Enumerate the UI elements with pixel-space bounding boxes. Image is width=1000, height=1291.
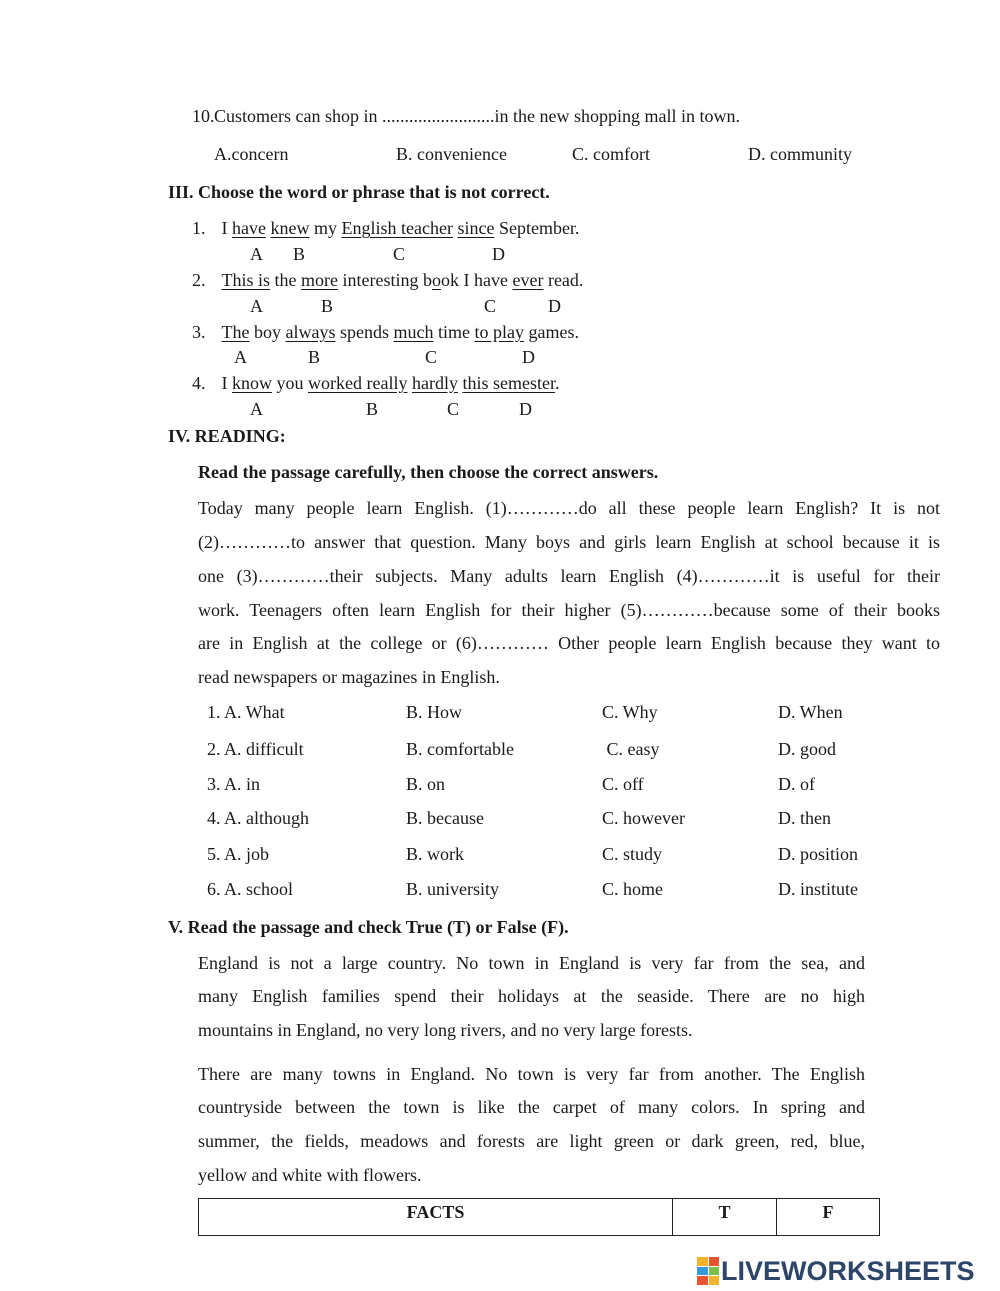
question-5-option-a: 5. A. job: [207, 844, 270, 864]
underlined-d: since: [457, 218, 495, 238]
letter-d: D: [492, 244, 505, 264]
liveworksheets-logo-icon: [697, 1257, 719, 1285]
letter-b: B: [321, 296, 334, 316]
question-2-option-a: 2. A. difficult: [207, 739, 304, 759]
q10-option-d: D. community: [748, 144, 852, 164]
para2-line-1: There are many towns in England. No town is very far from another. The English: [198, 1064, 865, 1084]
plain-text: spends: [335, 322, 394, 342]
underlined-d: this semester: [462, 373, 555, 393]
passage-line-2: (2)…………to answer that question. Many boys and girls learn English at school because it is: [198, 532, 940, 552]
underlined-d: to play: [474, 322, 524, 342]
question-2-option-d: D. good: [778, 739, 836, 759]
letter-c: C: [425, 347, 438, 367]
letter-a: A: [250, 244, 263, 264]
letter-b: B: [366, 399, 379, 419]
error-item-2: [192, 270, 583, 291]
letter-a: A: [234, 347, 247, 367]
question-6-option-a: 6. A. school: [207, 879, 294, 899]
liveworksheets-logo: [697, 1255, 975, 1287]
plain-text: interesting b: [338, 270, 432, 290]
plain-text: I: [221, 218, 232, 238]
passage-line-4: work. Teenagers often learn English for their higher (5)…………because some of their books: [198, 600, 940, 620]
q10-option-b: B. convenience: [396, 144, 507, 164]
underlined-a: have: [232, 218, 266, 238]
para1-line-3: mountains in England, no very long rivers, and no very large forests.: [198, 1020, 693, 1040]
question-6-option-c: C. home: [602, 879, 663, 899]
letter-d: D: [548, 296, 561, 316]
question-1-option-d: D. When: [778, 702, 843, 722]
passage-line-5: are in English at the college or (6)………… Other people learn English because they want to: [198, 633, 940, 653]
true-false-table: [198, 1198, 880, 1236]
plain-text: games.: [523, 322, 579, 342]
question-5-option-d: D. position: [778, 844, 859, 864]
underlined-a: The: [221, 322, 250, 342]
question-5-option-b: B. work: [406, 844, 464, 864]
question-6-option-d: D. institute: [778, 879, 858, 899]
plain-text: read.: [543, 270, 584, 290]
table-header-row: [199, 1199, 880, 1236]
item-number: 2.: [192, 270, 206, 290]
plain-text: .: [554, 373, 560, 393]
underlined-a: know: [232, 373, 272, 393]
facts-header: FACTS: [199, 1199, 673, 1236]
q10-number: 10.: [192, 106, 215, 126]
underlined-b: worked really: [308, 373, 408, 393]
letter-b: B: [293, 244, 306, 264]
error-item-4: [192, 373, 559, 394]
question-1-option-b: B. How: [406, 702, 463, 722]
plain-text: the: [270, 270, 302, 290]
plain-text: you: [272, 373, 308, 393]
plain-text: my: [309, 218, 342, 238]
letter-d: D: [522, 347, 535, 367]
question-3-option-b: B. on: [406, 774, 446, 794]
question-1-option-a: 1. A. What: [207, 702, 285, 722]
letter-d: D: [519, 399, 532, 419]
underlined-c: o: [431, 270, 441, 290]
passage-line-3: one (3)…………their subjects. Many adults learn English (4)…………it is useful for their: [198, 566, 940, 586]
para2-line-3: summer, the fields, meadows and forests are light green or dark green, red, blue,: [198, 1131, 865, 1151]
question-4-option-b: B. because: [406, 808, 484, 828]
q10-option-c: C. comfort: [572, 144, 650, 164]
para1-line-1: England is not a large country. No town in England is very far from the sea, and: [198, 953, 865, 973]
item-number: 3.: [192, 322, 206, 342]
underlined-d: ever: [512, 270, 544, 290]
letter-a: A: [250, 296, 263, 316]
error-item-3: [192, 322, 579, 343]
section3-heading: III. Choose the word or phrase that is not correct.: [168, 182, 550, 202]
question-3-option-a: 3. A. in: [207, 774, 261, 794]
plain-text: September.: [494, 218, 580, 238]
section5-heading: V. Read the passage and check True (T) or False (F).: [168, 917, 569, 937]
error-item-1: [192, 218, 579, 239]
logo-text: LIVEWORKSHEETS: [721, 1255, 975, 1286]
plain-text: boy: [249, 322, 286, 342]
section4-heading: IV. READING:: [168, 426, 286, 446]
underlined-c: hardly: [411, 373, 458, 393]
plain-text: time: [433, 322, 475, 342]
q10-text: Customers can shop in .........................in the new shopping mall in town.: [214, 106, 740, 126]
letter-c: C: [484, 296, 497, 316]
q10-option-a: A.concern: [214, 144, 289, 164]
question-2-option-b: B. comfortable: [406, 739, 514, 759]
letter-a: A: [250, 399, 263, 419]
question-3-option-c: C. off: [602, 774, 644, 794]
question-4-option-d: D. then: [778, 808, 831, 828]
plain-text: ok I have: [440, 270, 513, 290]
letter-c: C: [447, 399, 460, 419]
para2-line-2: countryside between the town is like the carpet of many colors. In spring and: [198, 1097, 865, 1117]
para2-line-4: yellow and white with flowers.: [198, 1165, 422, 1185]
true-header: T: [673, 1199, 777, 1236]
underlined-b: knew: [270, 218, 310, 238]
underlined-b: more: [301, 270, 338, 290]
question-1-option-c: C. Why: [602, 702, 658, 722]
underlined-c: English teacher: [341, 218, 453, 238]
question-2-option-c: C. easy: [602, 739, 660, 759]
plain-text: I: [221, 373, 232, 393]
underlined-a: This is: [221, 270, 271, 290]
passage-line-6: read newspapers or magazines in English.: [198, 667, 500, 687]
item-number: 4.: [192, 373, 206, 393]
letter-b: B: [308, 347, 321, 367]
question-3-option-d: D. of: [778, 774, 815, 794]
item-number: 1.: [192, 218, 206, 238]
question-5-option-c: C. study: [602, 844, 663, 864]
question-4-option-a: 4. A. although: [207, 808, 309, 828]
false-header: F: [777, 1199, 880, 1236]
para1-line-2: many English families spend their holidays at the seaside. There are no high: [198, 986, 865, 1006]
question-6-option-b: B. university: [406, 879, 499, 899]
underlined-c: much: [393, 322, 434, 342]
underlined-b: always: [285, 322, 336, 342]
question-4-option-c: C. however: [602, 808, 685, 828]
passage-line-1: Today many people learn English. (1)…………do all these people learn English? It is not: [198, 498, 940, 518]
letter-c: C: [393, 244, 406, 264]
section4-instruction: Read the passage carefully, then choose the correct answers.: [198, 462, 659, 482]
